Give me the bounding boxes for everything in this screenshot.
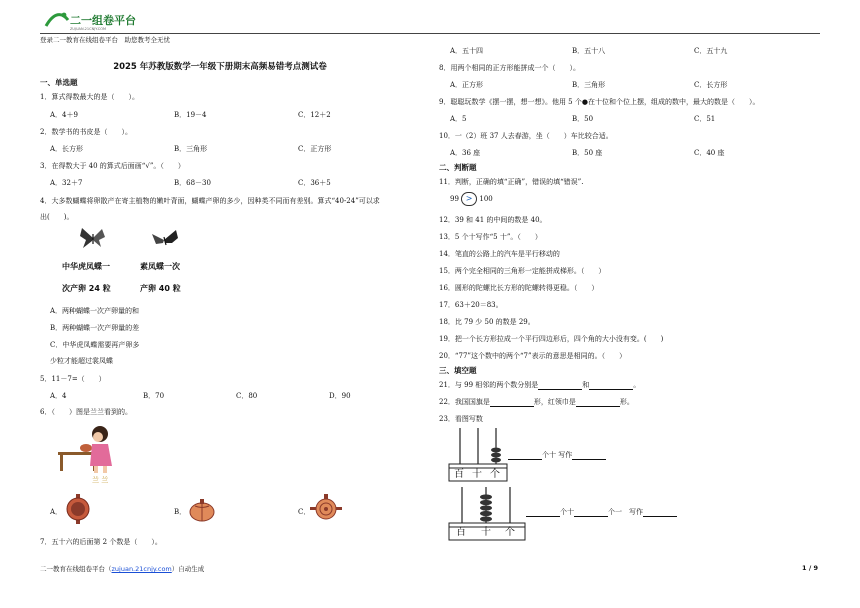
q7-option-a[interactable]: A．五十四 xyxy=(450,47,484,55)
q15-text: 15．两个完全相同的三角形一定能拼成梯形。（ ） xyxy=(439,267,606,275)
girl-at-table-image xyxy=(56,422,120,474)
section-single-choice: 一、单选题 xyxy=(40,78,78,87)
q7-stem: 7．五十六的后面第 2 个数是（ ）。 xyxy=(40,538,162,546)
abacus-2-label-ones: 个 xyxy=(505,527,515,538)
q21-text: 21．与 99 相邻的两个数分别是 和 。 xyxy=(439,381,641,389)
q17-text: 17．63＋20＝83。 xyxy=(439,301,503,309)
q3-option-c[interactable]: C．36＋5 xyxy=(298,179,331,187)
q10-stem: 10．一（2）班 37 人去春游，坐（ ）车比较合适。 xyxy=(439,132,613,140)
platform-logo xyxy=(44,10,144,32)
q3-stem: 3．在得数大于 40 的算式后面画“√”。（ ） xyxy=(40,162,185,170)
teapot-view-b-icon xyxy=(186,497,218,523)
q21-blank-2[interactable] xyxy=(589,382,633,390)
q23-row2: 个十 个一 写作 xyxy=(526,508,677,517)
q8-option-a[interactable]: A．正方形 xyxy=(450,81,484,89)
q4-figure-right-line2: 产卵 40 粒 xyxy=(140,284,181,293)
q23-row2-blank-ones[interactable] xyxy=(574,509,608,517)
abacus-1-label-hundreds: 百 xyxy=(454,469,464,480)
abacus-1-label-ones: 个 xyxy=(490,469,500,480)
header-divider xyxy=(40,33,820,34)
q6-stem: 6．（ ）图是兰兰看到的。 xyxy=(40,408,132,416)
q5-option-a[interactable]: A．4 xyxy=(50,392,67,400)
q5-option-b[interactable]: B．70 xyxy=(143,392,165,400)
q6-option-a[interactable]: A． xyxy=(50,508,63,516)
teapot-view-c-icon xyxy=(308,493,344,525)
q11-stem: 11．判断，正确的填“正确”，错误的填“错误”. xyxy=(439,178,584,186)
q4-figure-right-line1: 素凤蝶一次 xyxy=(140,262,180,271)
q3-option-a[interactable]: A．32＋7 xyxy=(50,179,83,187)
q8-option-c[interactable]: C．长方形 xyxy=(694,81,728,89)
q21-blank-1[interactable] xyxy=(538,382,582,390)
q10-option-c[interactable]: C．40 座 xyxy=(694,149,725,157)
section-fill-in: 三、填空题 xyxy=(439,366,477,375)
q9-option-c[interactable]: C．51 xyxy=(694,115,716,123)
q6-option-b[interactable]: B． xyxy=(174,508,187,516)
q14-text: 14．笔直的公路上的汽车是平行移动的 xyxy=(439,250,560,258)
butterfly-icon-left xyxy=(78,226,108,250)
q3-option-b[interactable]: B．68－30 xyxy=(174,179,211,187)
q1-option-c[interactable]: C．12＋2 xyxy=(298,111,331,119)
q4-figure-left-line1: 中华虎凤蝶一 xyxy=(62,262,110,271)
q22-blank-2[interactable] xyxy=(576,399,620,407)
q2-option-b[interactable]: B．三角形 xyxy=(174,145,208,153)
q23-row2-blank-tens[interactable] xyxy=(526,509,560,517)
q4-stem-line1: 4．大多数蝴蝶将卵散产在寄主植物的嫩叶背面，蝴蝶产卵的多少，因种类不同而有差别。算式“40-24”可以求 xyxy=(40,197,380,205)
q1-stem: 1．算式得数最大的是（ ）。 xyxy=(40,93,139,101)
q23-row1: 个十 写作 xyxy=(508,451,606,460)
header-subtitle: 登录二一教育在线组卷平台 助您教考全无忧 xyxy=(40,36,170,44)
logo-text: 二一组卷平台 xyxy=(70,14,136,27)
q18-text: 18．比 79 少 50 的数是 29。 xyxy=(439,318,535,326)
q9-option-a[interactable]: A．5 xyxy=(450,115,467,123)
q10-option-a[interactable]: A．36 座 xyxy=(450,149,481,157)
teapot-view-a-icon xyxy=(62,493,94,525)
q2-option-a[interactable]: A．长方形 xyxy=(50,145,84,153)
q5-option-d[interactable]: D．90 xyxy=(329,392,351,400)
q1-option-a[interactable]: A．4＋9 xyxy=(50,111,78,119)
q2-stem: 2．数学书的书皮是（ ）。 xyxy=(40,128,132,136)
page-title: 2025 年苏教版数学一年级下册期末高频易错考点测试卷 xyxy=(113,62,327,72)
q22-blank-1[interactable] xyxy=(490,399,534,407)
q4-figure-left-line2: 次产卵 24 粒 xyxy=(62,284,111,293)
abacus-2-label-tens: 十 xyxy=(481,527,491,538)
q16-text: 16．圆形的陀螺比长方形的陀螺转得更稳。（ ） xyxy=(439,284,599,292)
section-true-false: 二、判断题 xyxy=(439,163,477,172)
q10-option-b[interactable]: B．50 座 xyxy=(572,149,603,157)
q23-row1-blank-tens[interactable] xyxy=(508,452,542,460)
footer-source: 二一教育在线组卷平台（zujuan.21cnjy.com）自动生成 xyxy=(40,565,205,573)
footer-link[interactable]: zujuan.21cnjy.com xyxy=(111,565,172,573)
q20-text: 20．“77”这个数中的两个“7”表示的意思是相同的。（ ） xyxy=(439,352,627,360)
q9-stem: 9．聪聪玩数学《摆一摆，想一想》。他用 5 个●在十位和个位上摆，组成的数中，最大的数是（ ）。 xyxy=(439,98,760,106)
q4-option-a[interactable]: A．两种蝴蝶一次产卵量的和 xyxy=(50,307,140,315)
q11-compare-symbol: > xyxy=(461,192,477,206)
q7-option-b[interactable]: B．五十八 xyxy=(572,47,606,55)
q4-option-c-line1[interactable]: C．中华虎凤蝶需要再产卵多 xyxy=(50,341,140,349)
q4-stem-line2: 出( )。 xyxy=(40,213,74,221)
q22-text: 22．我国国旗是 形，红领巾是 形。 xyxy=(439,398,634,406)
q6-option-c[interactable]: C． xyxy=(298,508,311,516)
q23-row1-blank-write[interactable] xyxy=(572,452,606,460)
q12-text: 12．39 和 41 的中间的数是 40。 xyxy=(439,216,547,224)
q13-text: 13．5 个十写作“5 十”。（ ） xyxy=(439,233,542,241)
q6-figure-label: 兰 兰 xyxy=(92,476,109,484)
q4-option-b[interactable]: B．两种蝴蝶一次产卵量的差 xyxy=(50,324,140,332)
q5-stem: 5．11－7=（ ） xyxy=(40,375,106,383)
butterfly-icon-right xyxy=(150,228,180,250)
q2-option-c[interactable]: C．正方形 xyxy=(298,145,332,153)
q19-text: 19．把一个长方形拉成一个平行四边形后，四个角的大小没有变。( ) xyxy=(439,335,664,343)
q23-stem: 23．看图写数 xyxy=(439,415,483,423)
q8-stem: 8．用两个相同的正方形能拼成一个（ ）。 xyxy=(439,64,580,72)
q23-row2-blank-write[interactable] xyxy=(643,509,677,517)
q8-option-b[interactable]: B．三角形 xyxy=(572,81,606,89)
abacus-1-label-tens: 十 xyxy=(472,469,482,480)
q11-right-number: 100 xyxy=(479,195,493,203)
q7-option-c[interactable]: C．五十九 xyxy=(694,47,728,55)
abacus-2-label-hundreds: 百 xyxy=(456,527,466,538)
q11-left-number: 99 xyxy=(450,195,459,203)
q1-option-b[interactable]: B．19－4 xyxy=(174,111,207,119)
q4-option-c-line2[interactable]: 少粒才能超过裳凤蝶 xyxy=(50,357,113,365)
q9-option-b[interactable]: B．50 xyxy=(572,115,594,123)
q11-comparison xyxy=(450,192,493,206)
q5-option-c[interactable]: C．80 xyxy=(236,392,258,400)
svg-text:ZUJUAN.21CNJY.COM: ZUJUAN.21CNJY.COM xyxy=(70,27,106,31)
page-number: 1 / 9 xyxy=(802,564,818,572)
